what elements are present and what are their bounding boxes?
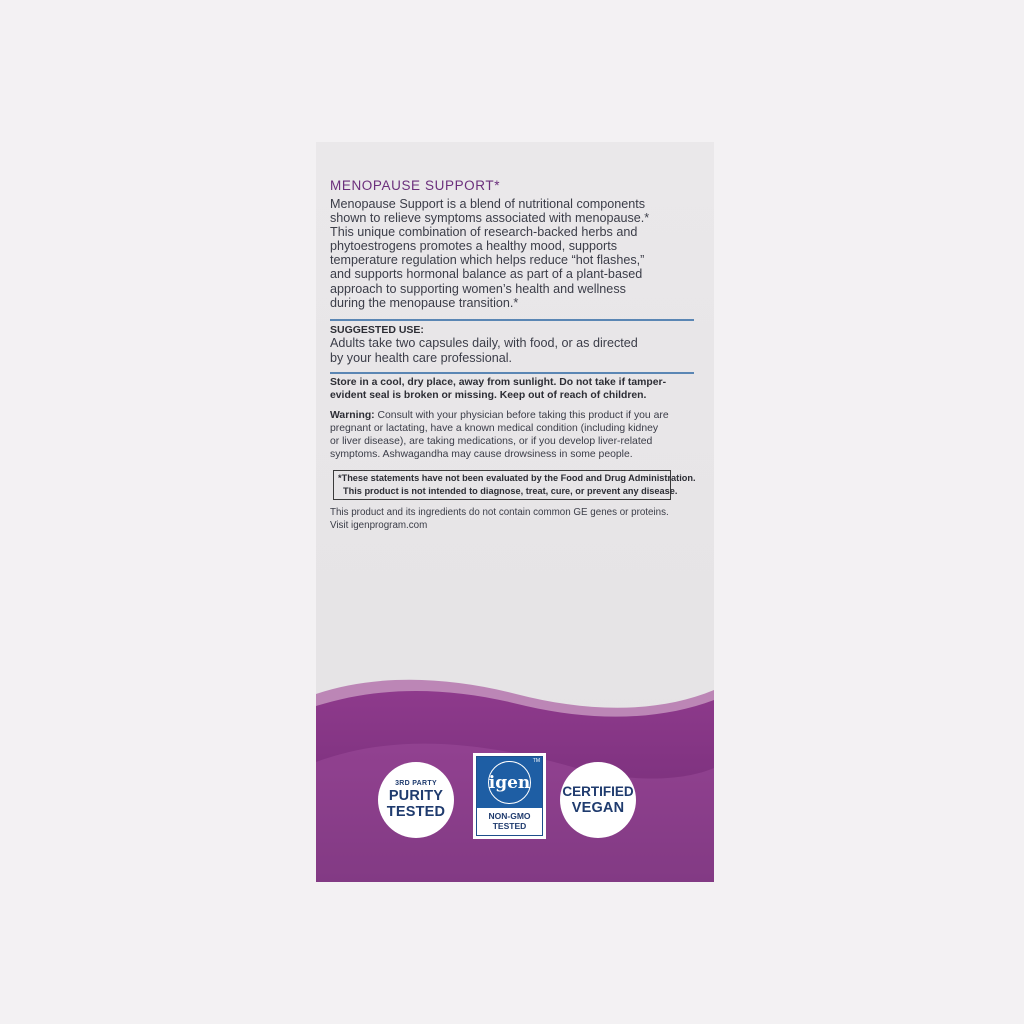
storage-line: evident seal is broken or missing. Keep out of reach of children. [330,389,647,401]
footer-line: This product and its ingredients do not contain common GE genes or proteins. [330,507,669,518]
description-line: This unique combination of research-backed herbs and [330,225,638,240]
product-label-panel [316,142,714,882]
footer-text [330,506,696,532]
product-title: MENOPAUSE SUPPORT* [330,178,501,193]
trademark-mark: TM [532,758,540,764]
igen-logo-icon: igen [488,761,531,804]
badge-line: NON-GMO [488,811,531,821]
section-divider [330,319,694,321]
description-line: approach to supporting women’s health and wellness [330,281,626,296]
warning-text [330,409,696,461]
description-line: during the menopause transition.* [330,295,519,310]
igen-non-gmo-badge [473,753,546,839]
description-line: and supports hormonal balance as part of a plant-based [330,267,643,282]
storage-line: Store in a cool, dry place, away from sunlight. Do not take if tamper- [330,377,667,388]
suggested-use-line: Adults take two capsules daily, with food, or as directed [330,336,638,350]
warning-label: Warning: [330,410,375,421]
footer-line: Visit igenprogram.com [330,520,428,531]
storage-instructions [330,377,696,403]
badge-line: VEGAN [571,799,625,816]
warning-line: symptoms. Ashwagandha may cause drowsiness in some people. [330,449,633,460]
fda-line: This product is not intended to diagnose, treat, cure, or prevent any disease. [343,486,678,496]
warning-line [330,409,696,422]
badge-line: TESTED [492,820,527,831]
suggested-use-text [330,336,696,365]
description-line: Menopause Support is a blend of nutritional components [330,197,646,211]
warning-line: or liver disease), are taking medications, or if you develop liver-related [330,436,653,447]
fda-disclaimer-box [333,470,696,500]
purity-tested-badge [378,762,454,838]
description-line: shown to relieve symptoms associated with menopause.* [330,211,650,226]
warning-line-text: Consult with your physician before taking this product if you are [374,410,669,421]
description-line: phytoestrogens promotes a healthy mood, supports [330,239,618,254]
product-description [330,197,698,310]
fda-line: *These statements have not been evaluated by the Food and Drug Administration. [338,473,696,483]
warning-line: pregnant or lactating, have a known medical condition (including kidney [330,423,659,434]
badge-sup-text: 3RD PARTY [395,780,437,787]
badge-line: CERTIFIED [562,784,634,800]
suggested-use-heading: SUGGESTED USE: [330,324,424,336]
suggested-use-line: by your health care professional. [330,350,513,365]
certified-vegan-badge [560,762,636,838]
section-divider [330,372,694,374]
badge-line: PURITY [388,788,444,804]
badge-line: TESTED [386,804,446,820]
description-line: temperature regulation which helps reduce “hot flashes,” [330,253,645,268]
